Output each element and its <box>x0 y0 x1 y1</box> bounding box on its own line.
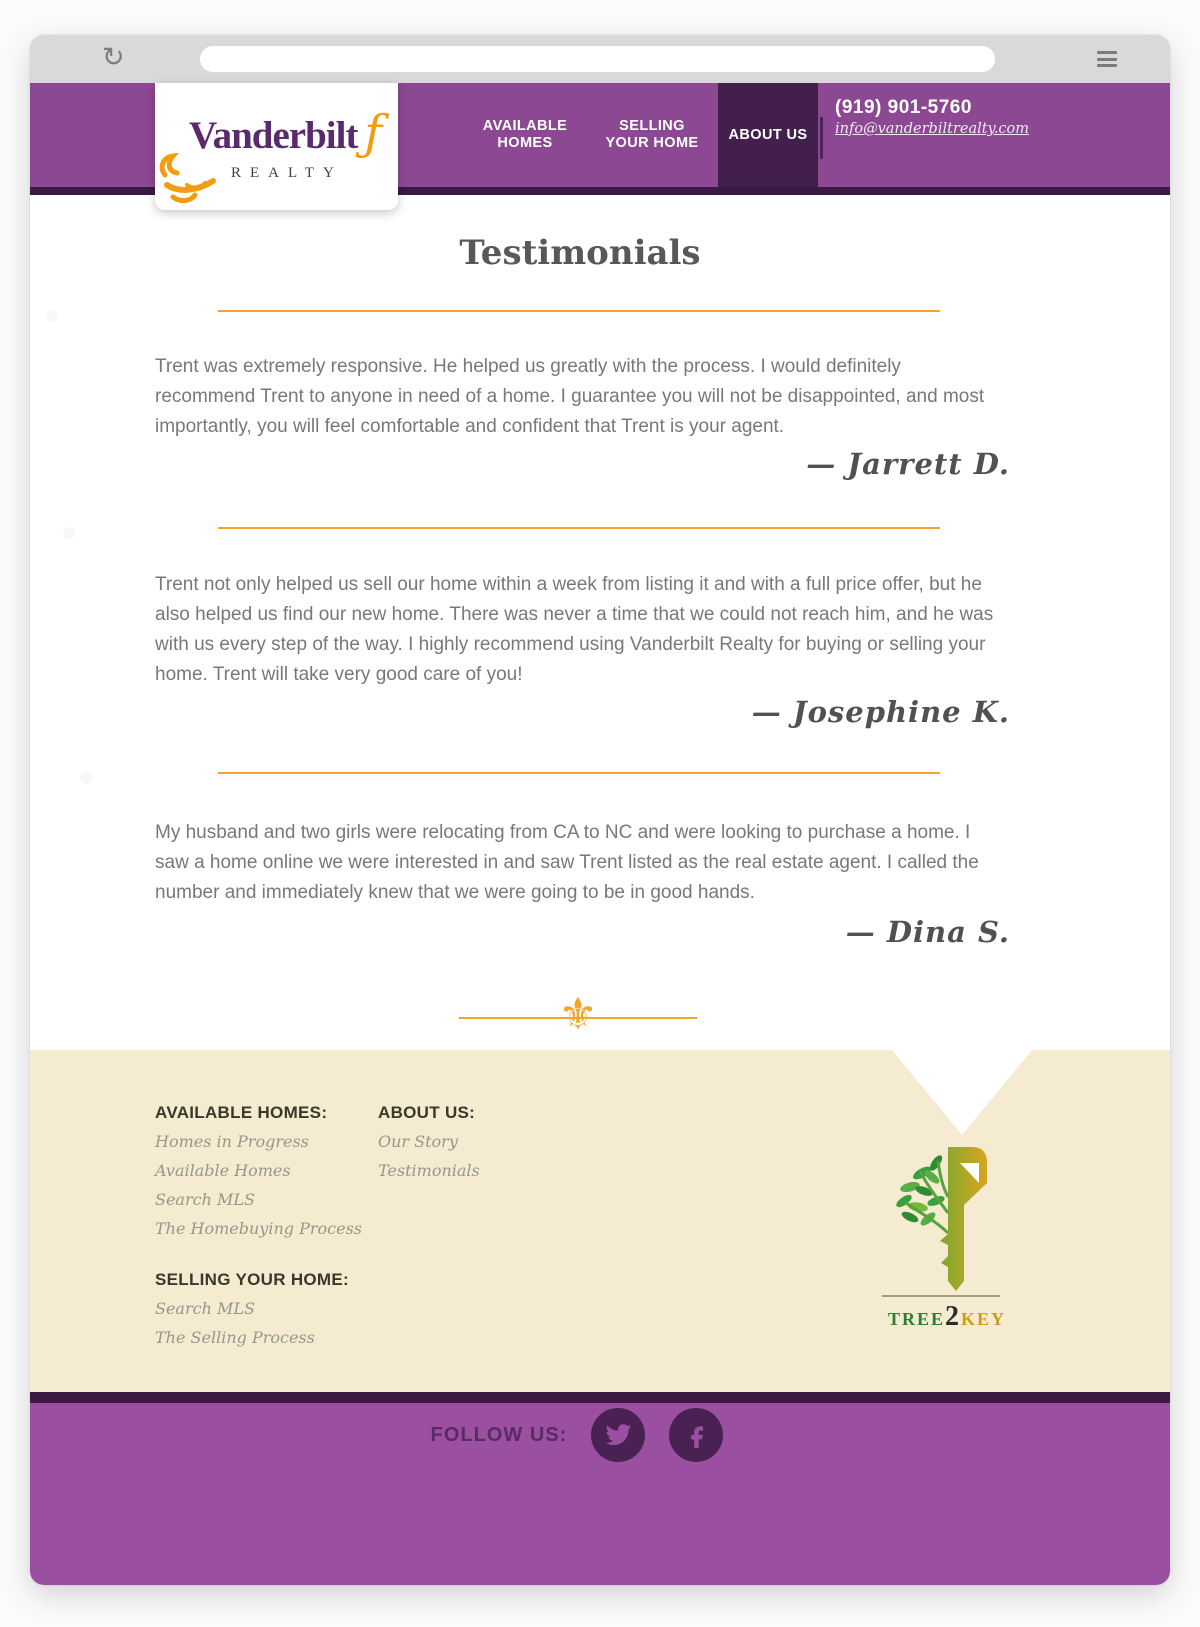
testimonial-text: My husband and two girls were relocating from CA to NC and were looking to purchase a home. I saw a home online we were interested in and saw Trent listed as the real estate agent. I called the number and immediately knew that we were going to be in good hands. <box>155 822 979 903</box>
section-divider <box>218 772 940 774</box>
refresh-icon[interactable]: ↻ <box>102 42 125 73</box>
header-divider <box>820 117 823 159</box>
footer-column-about-us <box>378 1103 480 1190</box>
testimonial-author: — Dina S. <box>845 915 1010 949</box>
nav-label: YOUR HOME <box>605 135 699 151</box>
footer-heading: ABOUT US: <box>378 1103 476 1122</box>
footer-link[interactable]: Search MLS <box>155 1190 255 1209</box>
testimonial-text: Trent not only helped us sell our home within a week from listing it and with a full price offer, but he also helped us find our new home. There was never a time that we could not reach him, and he was with us every step of the way. I highly recommend using Vanderbilt Realty for buying or selling your home. Trent will take very good care of you! <box>155 574 994 685</box>
logo-subtext: REALTY <box>231 165 343 181</box>
nav-label: ABOUT US <box>728 126 808 143</box>
ornament-divider <box>158 985 998 1047</box>
footer-heading: SELLING YOUR HOME: <box>155 1270 349 1289</box>
window-dot[interactable] <box>63 527 75 539</box>
nav-label: SELLING <box>619 118 685 134</box>
twitter-icon[interactable] <box>591 1408 645 1462</box>
logo-text: Vanderbilt <box>189 114 358 157</box>
nav-label: HOMES <box>497 135 553 151</box>
footer-heading: AVAILABLE HOMES: <box>155 1103 328 1122</box>
tree2key-key: KEY <box>961 1309 1007 1329</box>
footer-link[interactable]: Homes in Progress <box>155 1132 309 1151</box>
fleur-de-lis-icon: ⚜ <box>558 989 598 1040</box>
footer-link[interactable]: Our Story <box>378 1132 458 1151</box>
page-title: Testimonials <box>459 233 701 273</box>
window-dot[interactable] <box>46 310 58 322</box>
header-contact <box>835 97 1029 137</box>
section-divider <box>218 310 940 312</box>
footer-link[interactable]: Search MLS <box>155 1299 255 1318</box>
tree2key-wordmark <box>847 1301 1047 1333</box>
tree2key-tree: TREE <box>887 1309 945 1329</box>
footer-link[interactable]: The Homebuying Process <box>155 1219 362 1238</box>
url-bar[interactable] <box>200 46 995 72</box>
footer-column-selling-your-home <box>155 1270 349 1357</box>
site-logo[interactable] <box>155 83 398 210</box>
tree2key-two: 2 <box>945 1301 961 1332</box>
footer-stripe <box>30 1392 1170 1403</box>
nav-available-homes[interactable] <box>455 83 595 187</box>
footer-column-available-homes <box>155 1103 362 1248</box>
email-link[interactable]: info@vanderbiltrealty.com <box>835 121 1030 137</box>
logo-swash-icon: ƒ <box>364 105 382 161</box>
facebook-icon[interactable] <box>669 1408 723 1462</box>
browser-window <box>30 35 1170 1585</box>
phone-number[interactable]: (919) 901-5760 <box>835 97 972 118</box>
footer-link[interactable]: Testimonials <box>378 1161 480 1180</box>
window-dot[interactable] <box>80 772 92 784</box>
nav-selling-your-home[interactable] <box>582 83 722 187</box>
tree2key-logo-icon <box>892 1143 1008 1295</box>
testimonial-author: — Jarrett D. <box>806 447 1010 481</box>
testimonial-text: Trent was extremely responsive. He helped us greatly with the process. I would definitely recommend Trent to anyone in need of a home. I guarantee you will not be disappointed, and most importantly, you will feel comfortable and confident that Trent is your agent. <box>155 356 985 437</box>
footer-link[interactable]: The Selling Process <box>155 1328 315 1347</box>
nav-about-us-active[interactable] <box>718 83 818 187</box>
testimonial-author: — Josephine K. <box>751 695 1010 729</box>
browser-chrome <box>30 35 1170 83</box>
nav-label: AVAILABLE <box>482 118 568 134</box>
footer-link[interactable]: Available Homes <box>155 1161 291 1180</box>
tree2key-underline <box>882 1295 1000 1297</box>
follow-us-label: FOLLOW US: <box>430 1423 568 1446</box>
follow-row <box>30 1407 1170 1463</box>
menu-icon[interactable] <box>1097 51 1117 67</box>
footer-notch <box>892 1050 1032 1135</box>
section-divider <box>218 527 940 529</box>
